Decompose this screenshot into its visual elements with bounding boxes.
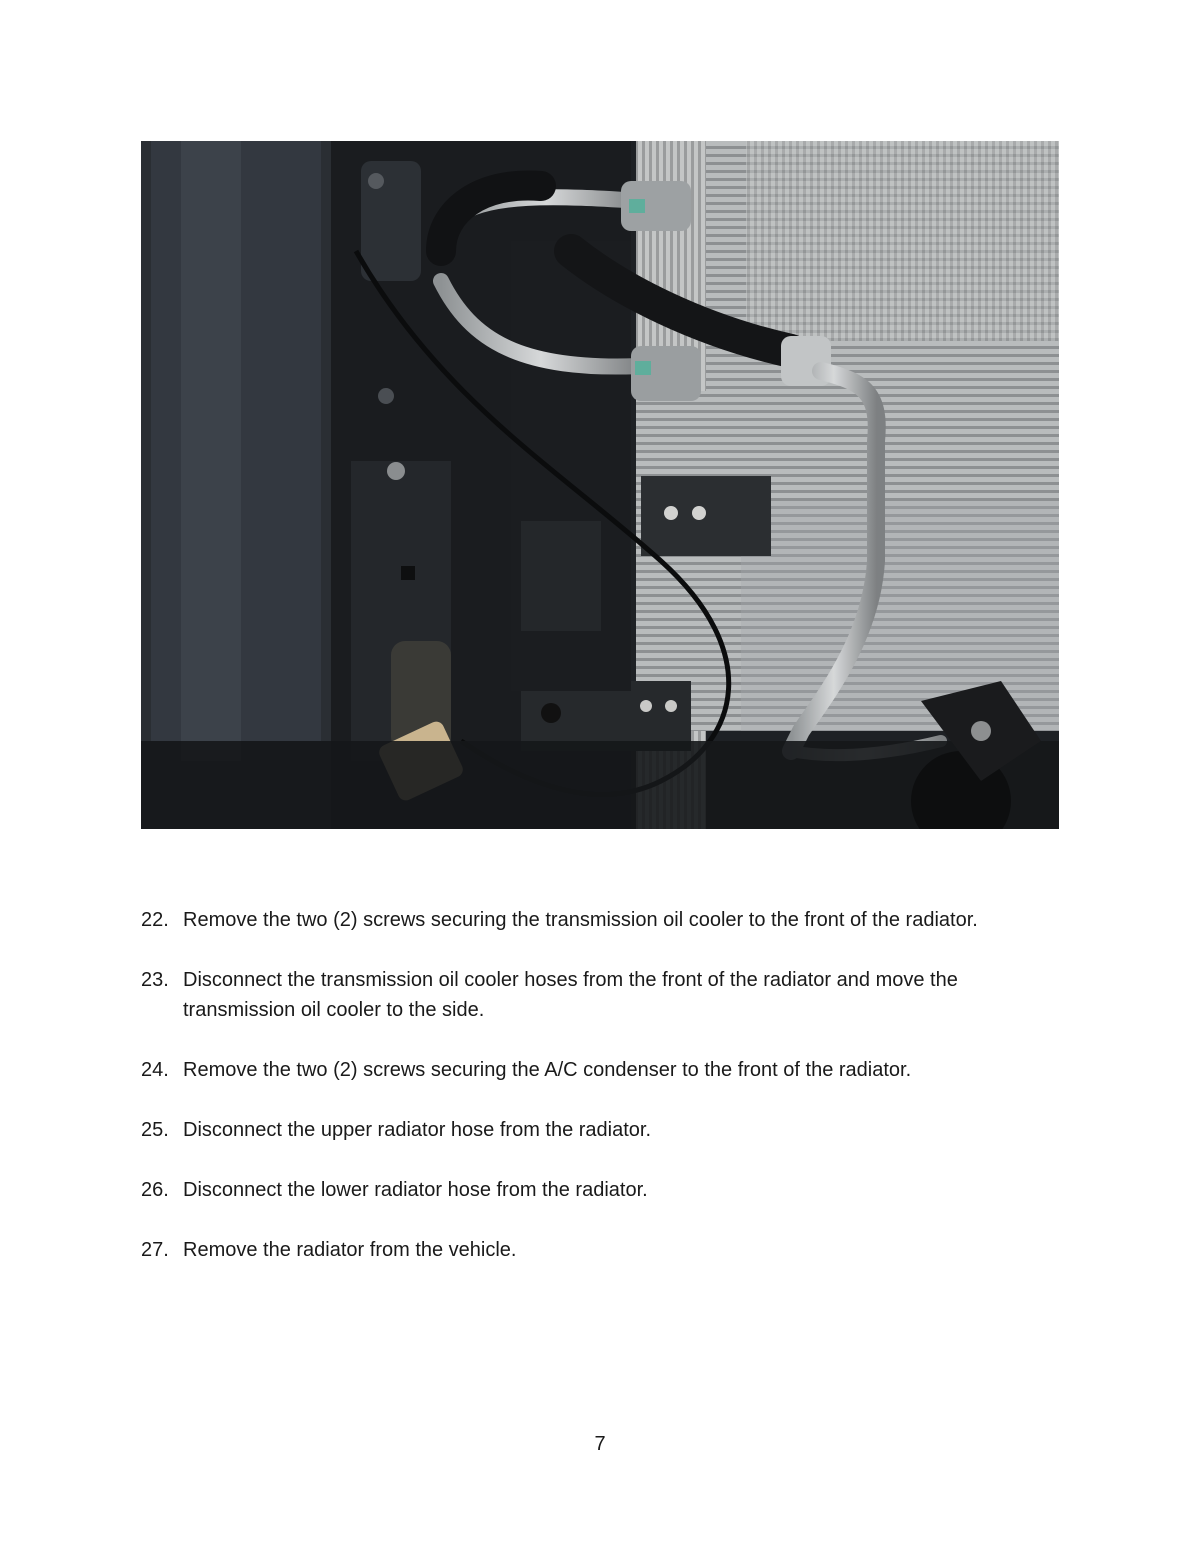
step-text: Disconnect the upper radiator hose from the radiator.	[183, 1119, 652, 1141]
instruction-steps	[141, 905, 1071, 1295]
page-number: 7	[594, 1433, 606, 1455]
step-text: Remove the two (2) screws securing the transmission oil cooler to the front of the radiator.	[183, 909, 978, 931]
step-text: Remove the radiator from the vehicle.	[183, 1239, 517, 1261]
list-item	[141, 1175, 1071, 1205]
radiator-illustration	[141, 141, 1059, 829]
list-item	[141, 1115, 1071, 1145]
radiator-photo	[141, 141, 1059, 829]
step-text: Remove the two (2) screws securing the A/C condenser to the front of the radiator.	[183, 1059, 912, 1081]
step-number: 25.	[141, 1119, 169, 1141]
step-number: 24.	[141, 1059, 169, 1081]
step-text: Disconnect the transmission oil cooler hoses from the front of the radiator and move the transmission oil cooler to the side.	[183, 969, 958, 1021]
step-number: 27.	[141, 1239, 169, 1261]
step-text: Disconnect the lower radiator hose from the radiator.	[183, 1179, 648, 1201]
list-item	[141, 965, 1071, 1025]
step-number: 26.	[141, 1179, 169, 1201]
step-number: 23.	[141, 969, 169, 991]
list-item	[141, 905, 1071, 935]
list-item	[141, 1055, 1071, 1085]
list-item	[141, 1235, 1071, 1265]
step-number: 22.	[141, 909, 169, 931]
